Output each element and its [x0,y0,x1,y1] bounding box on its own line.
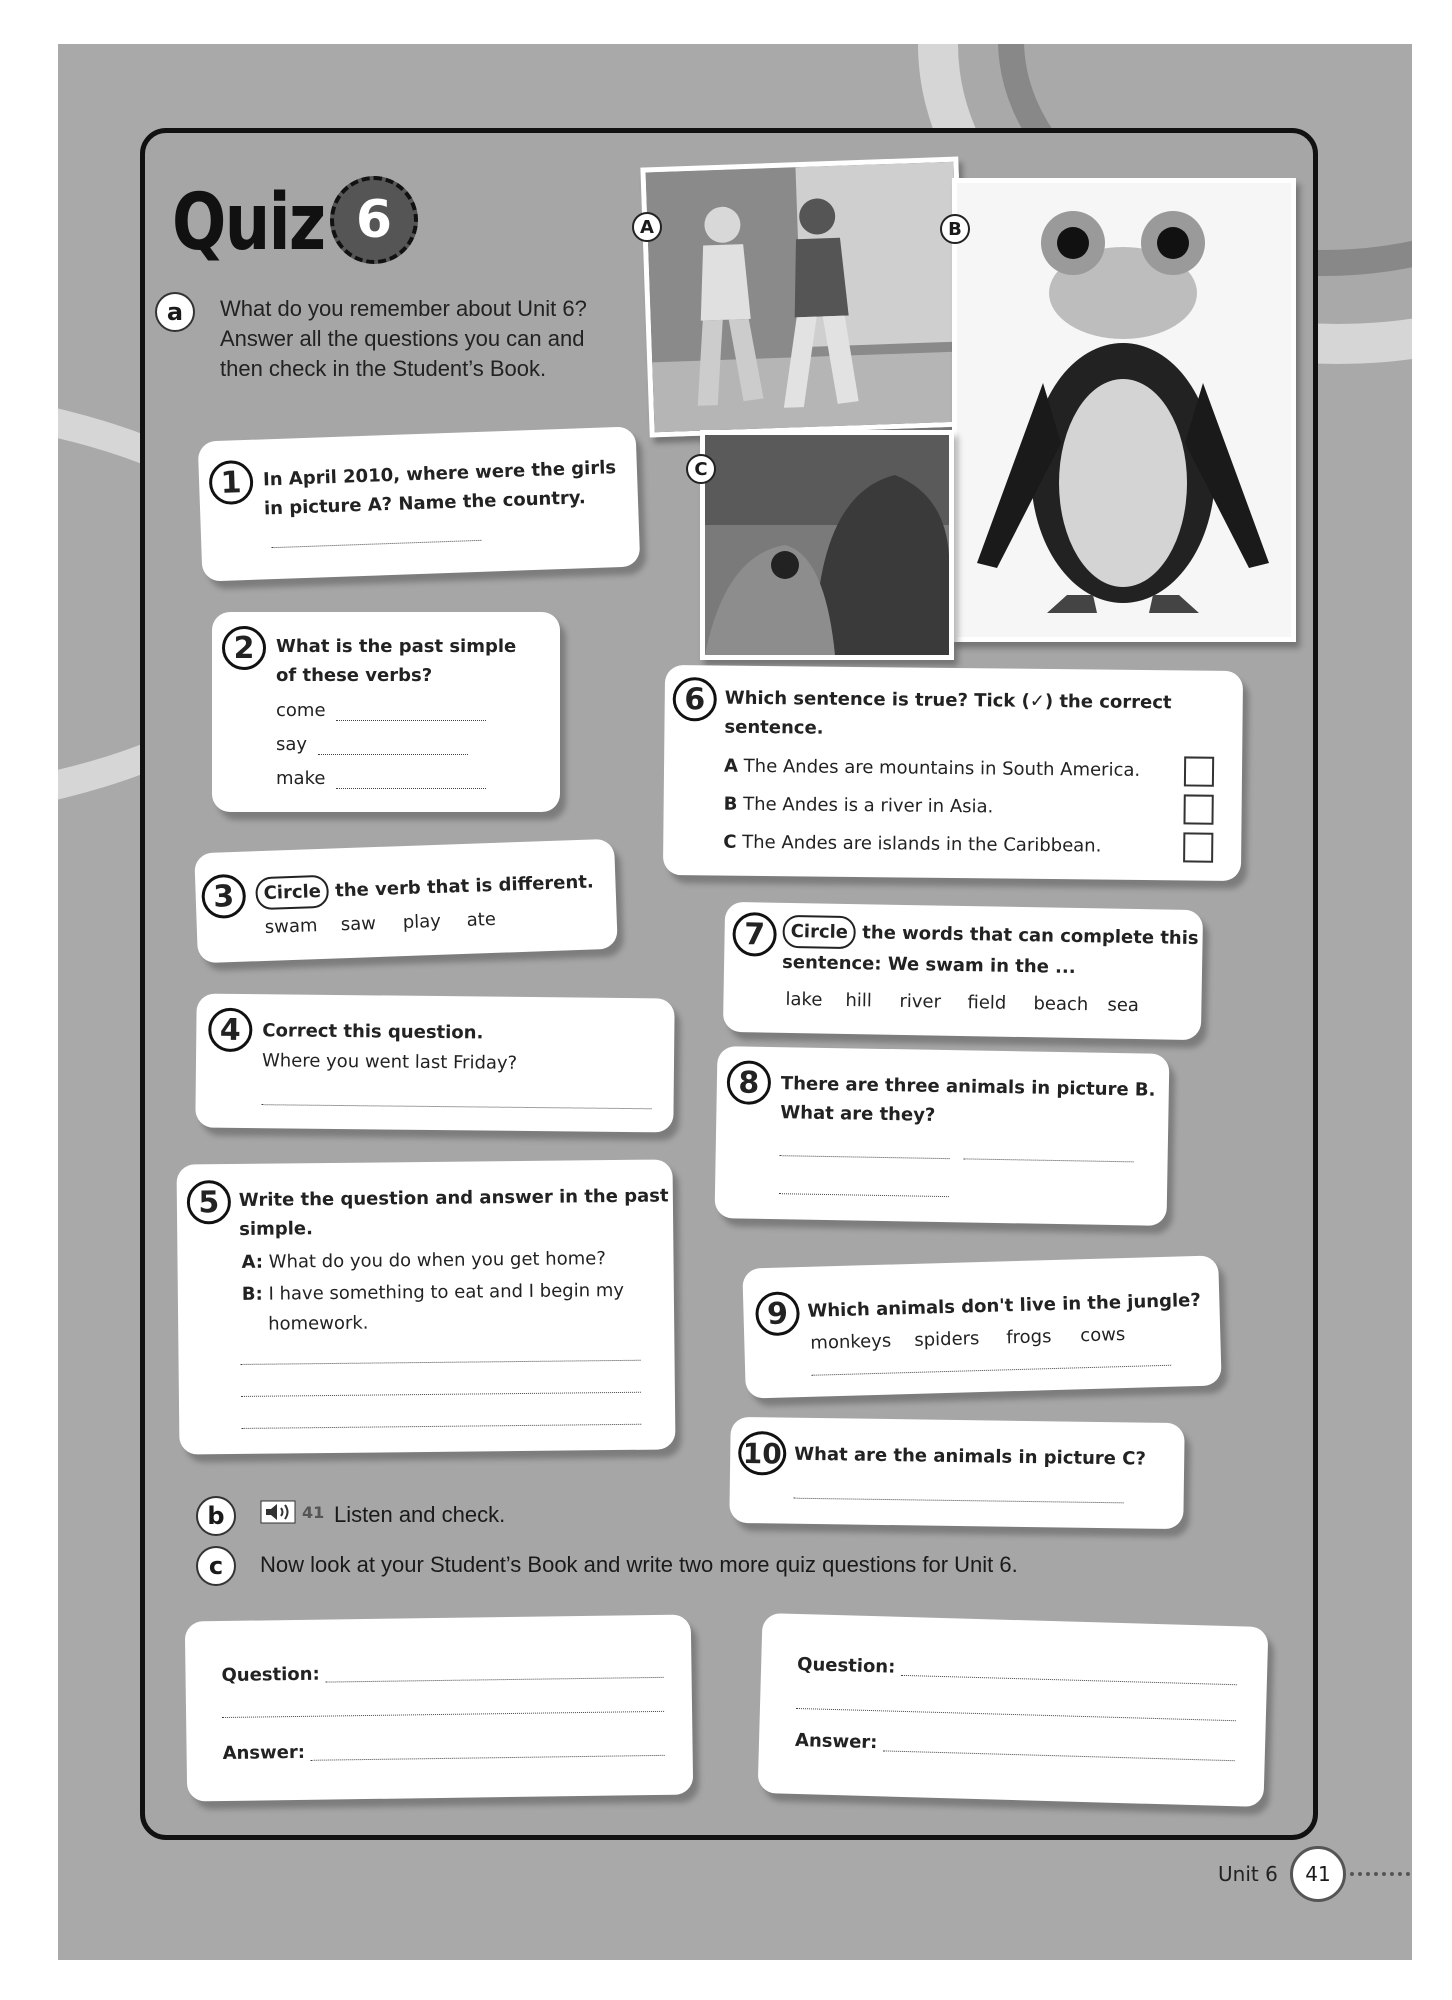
option-word[interactable]: spiders [914,1328,980,1351]
dialogue-b-continued: homework. [268,1312,369,1335]
footer-unit: Unit 6 [1218,1862,1278,1886]
question-number: 10 [738,1431,787,1476]
option-word[interactable]: lake [785,988,823,1011]
question-8-card [715,1046,1170,1226]
page-title: Quiz [172,178,325,268]
intro-line: Answer all the questions you can and [220,326,585,351]
question-rest: the verb that is different. [334,871,595,902]
question-4-card [195,994,674,1133]
question-number: 8 [727,1060,772,1105]
speaker-label: A: [241,1251,264,1273]
question-line: What are they? [780,1102,936,1126]
question-label: Question: [221,1663,320,1687]
tick-box-c[interactable] [1183,832,1213,862]
tick-box-a[interactable] [1184,756,1214,786]
question-text [724,684,1171,747]
question-number: 9 [755,1291,800,1336]
photo-c-elephant-seals [700,430,954,660]
question-line[interactable] [326,1677,664,1683]
answer-line[interactable] [336,720,486,721]
question-number: 2 [222,626,266,670]
answer-line[interactable] [241,1360,641,1365]
answer-line[interactable] [262,1104,652,1109]
answer-line[interactable] [779,1193,949,1197]
option-word[interactable]: swam [264,915,318,938]
circle-word: Circle [255,875,329,911]
option-letter: A [723,755,739,777]
question-line[interactable] [901,1675,1237,1685]
option-word[interactable]: hill [845,989,873,1012]
answer-line[interactable] [883,1750,1235,1761]
question-text [263,453,618,523]
question-5-card [176,1159,675,1454]
photo-a-girls-walking [640,157,967,438]
question-line: There are three animals in picture B. [780,1073,1156,1101]
audio-track[interactable] [260,1500,324,1524]
question-line[interactable] [222,1711,664,1718]
dialogue-text: What do you do when you get home? [268,1248,606,1273]
answer-label: Answer: [794,1729,878,1754]
question-number: 3 [201,874,247,920]
question-7-card [723,902,1203,1040]
question-3-card [194,839,618,964]
question-line: sentence. [724,716,824,739]
write-question-card-2 [758,1613,1269,1807]
option-word[interactable]: sea [1107,994,1140,1017]
question-number: 6 [673,677,717,721]
question-6-card [663,665,1243,881]
question-text [780,1069,1156,1134]
option-word[interactable]: ate [466,908,497,931]
question-line: Which sentence is true? Tick (✓) the correct [724,687,1172,714]
question-text: What are the animals in picture C? [794,1443,1147,1470]
photo-b-label: B [940,214,970,244]
option-b [724,794,994,818]
photo-a-label: A [632,212,662,242]
answer-line[interactable] [271,540,481,548]
section-c-text: Now look at your Student’s Book and write two more quiz questions for Unit 6. [260,1552,1018,1577]
option-text: The Andes is a river in Asia. [743,793,994,818]
option-word[interactable]: frogs [1006,1326,1052,1349]
intro-line: then check in the Student’s Book. [220,356,547,381]
answer-label: Answer: [222,1741,306,1765]
question-text [255,865,594,910]
question-line: of these verbs? [276,665,433,686]
option-word[interactable]: cows [1079,1324,1126,1347]
option-word[interactable]: monkeys [810,1330,892,1354]
page-number: 41 [1290,1846,1346,1902]
question-line: in picture A? Name the country. [263,487,587,520]
answer-line[interactable] [241,1392,641,1397]
option-letter: B [723,793,738,815]
question-line: In April 2010, where were the girls [262,457,617,491]
question-2-card [212,612,560,812]
option-a [724,756,1140,781]
question-text [239,1181,669,1243]
question-line: What is the past simple [276,636,517,657]
option-word[interactable]: field [967,992,1007,1014]
option-c [723,832,1101,857]
answer-line[interactable] [241,1424,641,1429]
answer-line[interactable] [318,754,468,755]
question-text: Which animals don't live in the jungle? [807,1289,1202,1322]
tick-box-b[interactable] [1183,794,1213,824]
answer-line[interactable] [780,1155,950,1159]
photo-b-frog-penguin [952,178,1296,642]
section-b-badge: b [196,1496,236,1536]
photo-c-label: C [686,454,716,484]
option-word[interactable]: river [899,990,942,1013]
verb-come: come [276,700,326,721]
option-text: The Andes are islands in the Caribbean. [742,831,1102,857]
speaker-icon [260,1500,296,1524]
dialogue-a [241,1248,606,1273]
verb-make: make [276,768,326,789]
question-label: Question: [796,1653,896,1678]
quiz-number-badge: 6 [330,176,418,264]
dialogue-b [242,1280,624,1305]
question-line: Write the question and answer in the past [238,1185,669,1211]
circle-word: Circle [782,915,856,949]
dialogue-text: I have something to eat and I begin my [268,1279,625,1305]
option-word[interactable]: saw [340,913,377,936]
sentence-to-correct: Where you went last Friday? [261,1050,518,1074]
option-letter: C [723,831,737,853]
question-10-card [729,1417,1184,1529]
question-number: 1 [208,460,254,506]
intro-line: What do you remember about Unit 6? [220,296,587,321]
answer-line[interactable] [811,1365,1171,1376]
verb-say: say [276,734,308,755]
question-number: 5 [187,1180,231,1224]
track-number: 41 [302,1502,325,1522]
question-number: 4 [208,1008,252,1052]
question-9-card [742,1255,1221,1398]
option-text: The Andes are mountains in South America. [743,755,1141,781]
section-c-badge: c [196,1546,236,1586]
answer-line[interactable] [794,1498,1124,1504]
footer-dots [1350,1872,1410,1876]
section-a-instructions [220,294,587,384]
option-word[interactable]: play [402,910,442,934]
question-text [782,915,1199,984]
answer-line[interactable] [964,1158,1134,1162]
write-question-card-1 [185,1614,693,1801]
option-word[interactable]: beach [1033,993,1089,1016]
question-text: Correct this question. [262,1020,484,1044]
question-rest: the words that can complete this [862,922,1199,950]
speaker-label: B: [241,1283,263,1305]
answer-line[interactable] [311,1755,665,1761]
question-text [276,632,516,690]
question-number: 7 [732,912,777,957]
question-line: sentence: We swam in the ... [781,951,1076,978]
section-b-text: Listen and check. [334,1502,506,1527]
section-a-badge: a [155,292,195,332]
question-line: simple. [239,1218,314,1240]
question-1-card [198,426,641,581]
answer-line[interactable] [336,788,486,789]
question-line[interactable] [796,1708,1236,1721]
